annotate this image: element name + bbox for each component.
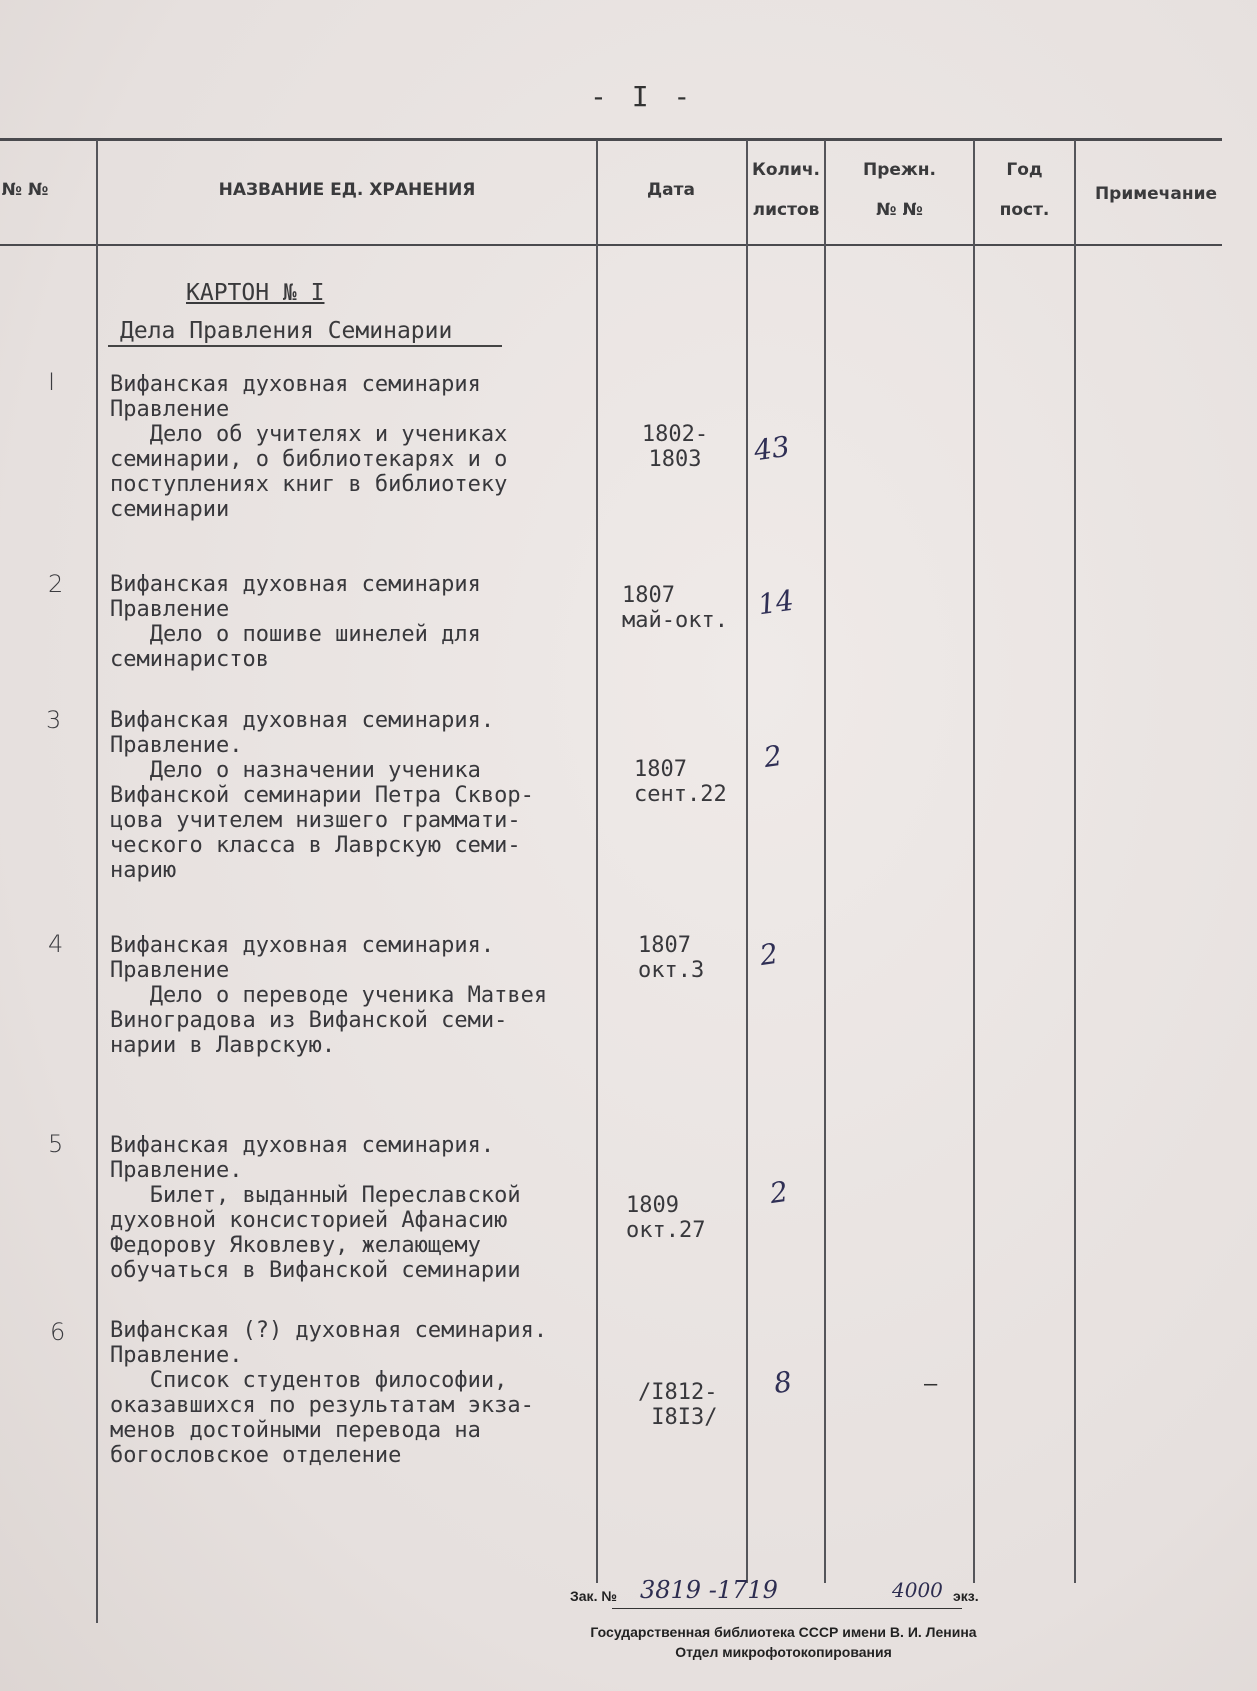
entry-date: 1807 сент.22 — [634, 757, 727, 807]
entry-number: 6 — [50, 1318, 66, 1346]
column-divider — [96, 140, 98, 1623]
entry-number: 2 — [48, 570, 64, 598]
entry-date: 1802- 1803 — [641, 422, 709, 472]
box-subtitle-underline — [108, 345, 502, 347]
entry-title: Вифанская духовная семинария. Правление. Дело о назначении ученика Вифанской семинарии Петра Сквор- цова учителем низшего граммати- ческого класса в Лаврскую семи- нарию — [110, 708, 534, 883]
header-date: Дата — [647, 180, 695, 200]
copies-label: экз. — [953, 1588, 979, 1604]
header-name: НАЗВАНИЕ ЕД. ХРАНЕНИЯ — [218, 180, 476, 200]
library-department: Отдел микрофотокопирования — [675, 1644, 892, 1660]
entry-date: 1807 май-окт. — [622, 583, 728, 633]
table-header-rule — [0, 244, 1222, 246]
library-stamp — [571, 1622, 996, 1662]
table-top-rule — [0, 138, 1222, 141]
entry-title: Вифанская (?) духовная семинария. Правление. Список студентов философии, оказавшихся по результатам экза- менов достойными перевода на богословское отделение — [110, 1318, 548, 1468]
header-sheets-line1: Колич. — [751, 160, 821, 180]
copies-count: 4000 — [892, 1578, 943, 1602]
column-divider — [1074, 140, 1076, 1583]
header-prev-line2: № № — [876, 200, 923, 220]
entry-sheets: 43 — [751, 429, 792, 468]
column-divider — [973, 140, 975, 1583]
entry-title: Вифанская духовная семинария Правление Дело о пошиве шинелей для семинаристов — [110, 572, 481, 672]
library-name: Государственная библиотека СССР имени В. И. Ленина — [590, 1624, 977, 1640]
entry-date: 1809 окт.27 — [626, 1193, 706, 1243]
order-underline — [612, 1608, 962, 1609]
header-note: Примечание — [1094, 184, 1218, 204]
header-sheets-line2: листов — [752, 200, 820, 220]
column-divider — [746, 140, 748, 1583]
entry-title: Вифанская духовная семинария. Правление Дело о переводе ученика Матвея Виноградова из Вифанской семи- нарии в Лаврскую. — [110, 933, 548, 1058]
entry-title: Вифанская духовная семинария Правление Дело об учителях и учениках семинарии, о библиотекарях и о поступлениях книг в библиотеку семинарии — [110, 372, 508, 522]
header-prev-line1: Прежн. — [862, 160, 937, 180]
entry-prev-number: — — [924, 1372, 938, 1397]
header-num: № № — [1, 180, 49, 200]
entry-sheets: 14 — [755, 583, 796, 622]
order-label: Зак. № — [570, 1588, 617, 1604]
page-number: - I - — [590, 80, 695, 113]
entry-title: Вифанская духовная семинария. Правление. Билет, выданный Переславской духовной консисторией Афанасию Федорову Яковлеву, желающему обучаться в Вифанской семинарии — [110, 1133, 521, 1283]
entry-number: 5 — [48, 1130, 64, 1158]
order-number: 3819 -1719 — [640, 1576, 778, 1604]
box-title: КАРТОН № I — [186, 280, 325, 306]
entry-date: /I812- I8I3/ — [638, 1380, 718, 1430]
column-divider — [824, 140, 826, 1583]
entry-number: 3 — [46, 706, 62, 734]
entry-date: 1807 окт.3 — [638, 933, 705, 983]
header-year-line2: пост. — [999, 200, 1050, 220]
header-year-line1: Год — [1006, 160, 1043, 180]
entry-number: 4 — [48, 930, 64, 958]
entry-sheets: 8 — [771, 1364, 795, 1401]
box-subtitle: Дела Правления Семинарии — [120, 318, 453, 344]
entry-sheets: 2 — [767, 1174, 791, 1211]
entry-sheets: 2 — [761, 738, 785, 775]
entry-number: I — [48, 368, 56, 396]
entry-sheets: 2 — [757, 936, 781, 973]
